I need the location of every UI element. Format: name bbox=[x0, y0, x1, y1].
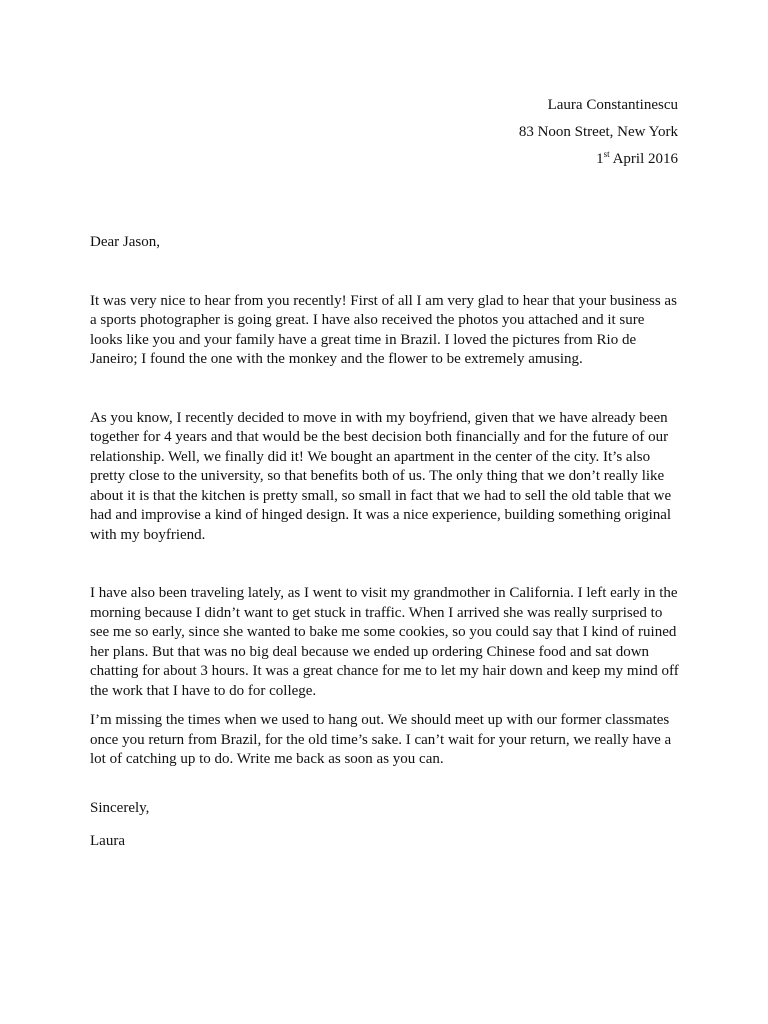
letter-date bbox=[519, 146, 678, 173]
paragraph-3: I have also been traveling lately, as I went to visit my grandmother in California. I left early in the morning because I didn’t want to get stuck in traffic. When I arrived she was really surprised to see me so early, since she wanted to bake me some cookies, so you could say that I kind of ruined her plans. But that was no big deal because we ended up ordering Chinese food and sat down chatting for about 3 hours. It was a great chance for me to let my hair down and keep my mind off the work that I have to do for college. bbox=[90, 585, 679, 699]
date-suffix: st bbox=[603, 149, 610, 159]
date-day: 1 bbox=[596, 151, 604, 167]
paragraph-4: I’m missing the times when we used to hang out. We should meet up with our former classmates once you return from Brazil, for the old time’s sake. I can’t wait for your return, we really have a lot of catching up to do. Write me back as soon as you can. bbox=[90, 712, 672, 767]
closing: Sincerely, bbox=[90, 799, 150, 816]
sender-address: 83 Noon Street, New York bbox=[518, 124, 678, 140]
signature: Laura bbox=[90, 833, 125, 849]
paragraph-1: It was very nice to hear from you recently! First of all I am very glad to hear that your business as a sports photographer is going great. I have also received the photos you attached and it sure looks like you and your family have a great time in Brazil. I loved the pictures from Rio de Janeiro; I found the one with the monkey and the flower to be extremely amusing. bbox=[90, 292, 677, 367]
salutation: Dear Jason, bbox=[90, 234, 160, 250]
date-month-year: April 2016 bbox=[609, 151, 678, 167]
sender-block bbox=[519, 92, 678, 173]
sender-name: Laura Constantinescu bbox=[547, 97, 678, 113]
letter-body bbox=[90, 233, 680, 852]
paragraph-2: As you know, I recently decided to move in with my boyfriend, given that we have already been together for 4 years and that would be the best decision both financially and for the future of our relationship. Well, we finally did it! We bought an apartment in the center of the city. It’s also pretty close to the university, so that benefits both of us. The only thing that we don’t really like about it is that the kitchen is pretty small, so small in fact that we had to sell the old table that we had and improvise a kind of hinged design. It was a nice experience, building something original with my boyfriend. bbox=[90, 409, 672, 543]
